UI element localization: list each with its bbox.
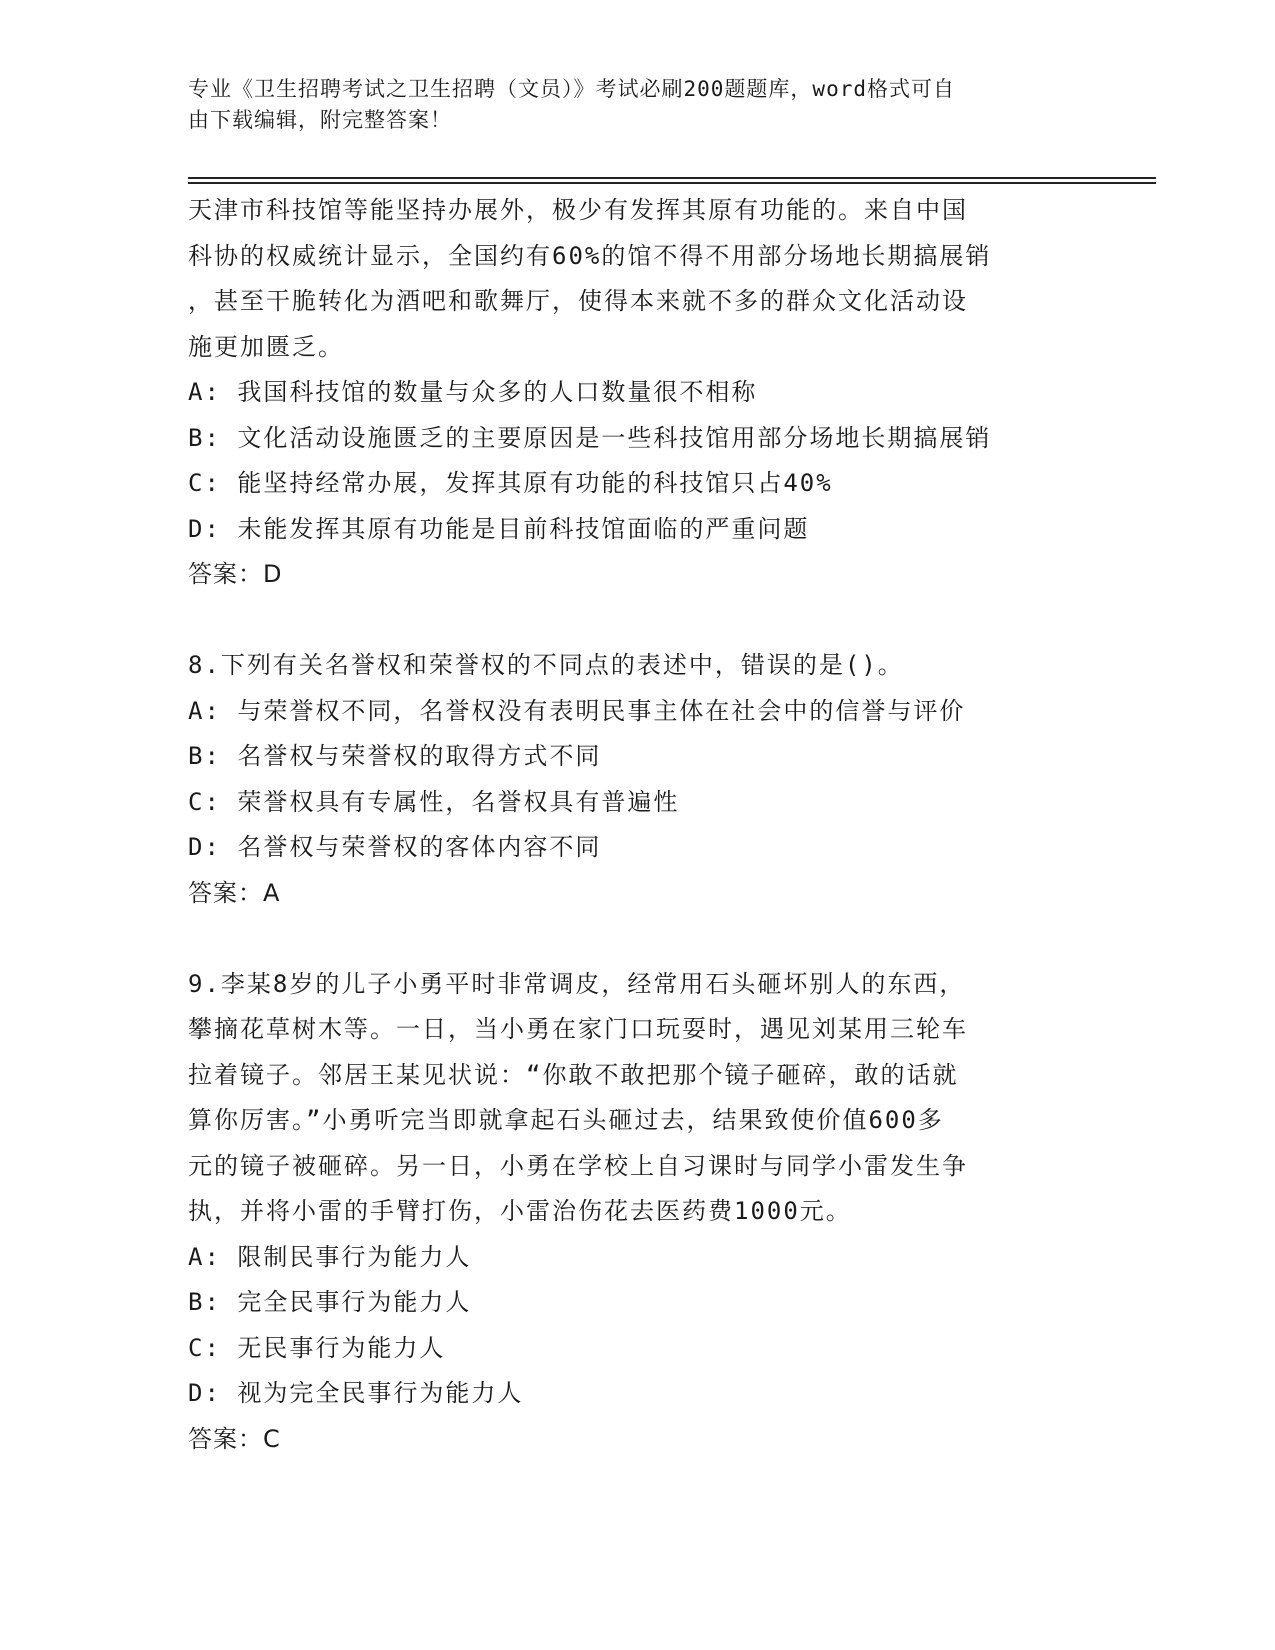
answer-label: 答案：D [188, 560, 283, 588]
question-stem-line: 9.李某8岁的儿子小勇平时非常调皮，经常用石头砸坏别人的东西， [188, 969, 966, 998]
option-d: D: 未能发挥其原有功能是目前科技馆面临的严重问题 [188, 514, 810, 543]
option-c: C: 能坚持经常办展，发挥其原有功能的科技馆只占40% [188, 469, 833, 497]
header-title-line-2: 由下载编辑，附完整答案！ [188, 108, 452, 132]
question-stem-line: 元的镜子被砸碎。另一日，小勇在学校上自习课时与同学小雷发生争 [188, 1151, 968, 1180]
spacer [188, 598, 1088, 644]
question-8 [188, 643, 1088, 916]
document-body [188, 188, 1088, 1462]
question-stem-line: 8.下列有关名誉权和荣誉权的不同点的表述中，错误的是()。 [188, 651, 904, 679]
question-stem-line: 施更加匮乏。 [188, 332, 344, 361]
question-9 [188, 962, 1088, 1463]
question-stem-line: 科协的权威统计显示，全国约有60%的馆不得不用部分场地长期搞展销 [188, 241, 992, 270]
option-c: C: 无民事行为能力人 [188, 1333, 446, 1362]
question-stem-line: ，甚至干脆转化为酒吧和歌舞厅，使得本来就不多的群众文化活动设 [188, 287, 968, 315]
option-a: A: 我国科技馆的数量与众多的人口数量很不相称 [188, 378, 758, 406]
document-header [188, 74, 1088, 136]
option-d: D: 名誉权与荣誉权的客体内容不同 [188, 833, 602, 861]
option-a: A: 与荣誉权不同，名誉权没有表明民事主体在社会中的信誉与评价 [188, 696, 966, 725]
header-divider-top [188, 177, 1156, 179]
option-b: B: 名誉权与荣誉权的取得方式不同 [188, 742, 602, 770]
question-stem-line: 算你厉害。”小勇听完当即就拿起石头砸过去，结果致使价值600多 [188, 1106, 944, 1134]
question-7 [188, 188, 1088, 598]
question-stem-line: 攀摘花草树木等。一日，当小勇在家门口玩耍时，遇见刘某用三轮车 [188, 1015, 968, 1043]
option-d: D: 视为完全民事行为能力人 [188, 1379, 524, 1407]
question-stem-line: 天津市科技馆等能坚持办展外，极少有发挥其原有功能的。来自中国 [188, 196, 968, 224]
option-a: A: 限制民事行为能力人 [188, 1242, 472, 1271]
header-title-line-1: 专业《卫生招聘考试之卫生招聘（文员）》考试必刷200题题库，word格式可自 [188, 77, 955, 101]
option-b: B: 完全民事行为能力人 [188, 1288, 472, 1316]
option-c: C: 荣誉权具有专属性，名誉权具有普遍性 [188, 787, 680, 816]
answer-label: 答案：C [188, 1424, 281, 1453]
answer-label: 答案：A [188, 878, 281, 907]
option-b: B: 文化活动设施匮乏的主要原因是一些科技馆用部分场地长期搞展销 [188, 423, 992, 452]
question-stem-line: 拉着镜子。邻居王某见状说：“你敢不敢把那个镜子砸碎，敢的话就 [188, 1060, 959, 1089]
spacer [188, 916, 1088, 962]
header-divider-bottom [188, 182, 1156, 184]
question-stem-line: 执，并将小雷的手臂打伤，小雷治伤花去医药费1000元。 [188, 1197, 852, 1225]
